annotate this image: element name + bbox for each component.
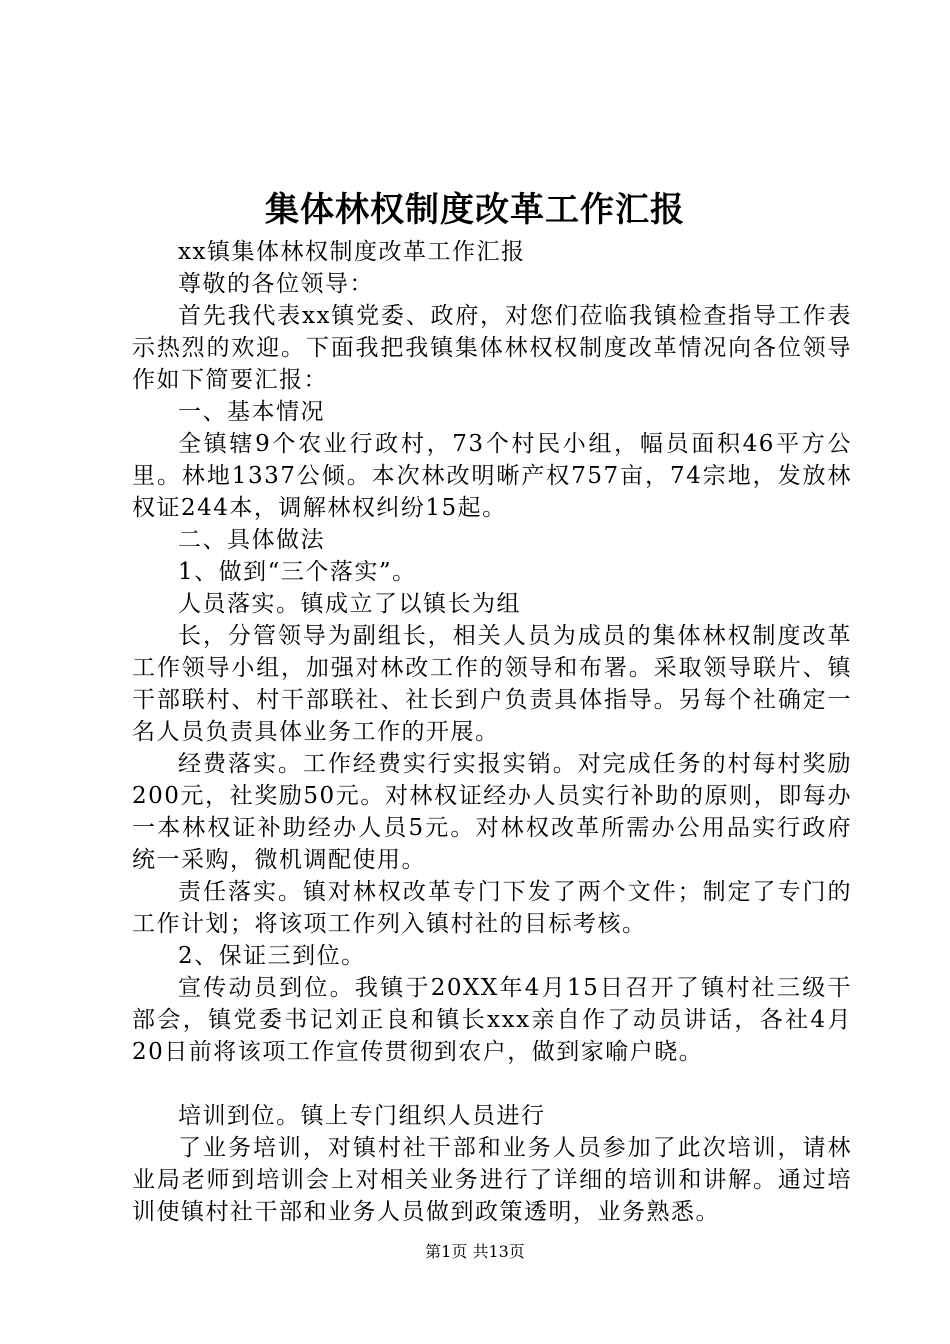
page-number: 第1页 共13页 bbox=[425, 1242, 525, 1261]
paragraph-salutation: 尊敬的各位领导： bbox=[178, 271, 374, 297]
document-body bbox=[132, 236, 852, 1228]
section-heading-basic: 一、基本情况 bbox=[178, 399, 325, 425]
paragraph-personnel: 长，分管领导为副组长，相关人员为成员的集体林权制度改革工作领导小组，加强对林改工作的领导和布署。采取领导联片、镇干部联村、村干部联社、社长到户负责具体指导。另每个社确定一名人员负责具体业务工作的开展。 bbox=[132, 623, 852, 745]
subheading-three-implementations: 1、做到“三个落实”。 bbox=[178, 559, 417, 585]
paragraph-personnel-start: 人员落实。镇成立了以镇长为组 bbox=[178, 591, 521, 617]
document-title: 集体林权制度改革工作汇报 bbox=[265, 190, 685, 230]
paragraph-basic-info: 全镇辖9个农业行政村，73个村民小组，幅员面积46平方公里。林地1337公倾。本次林改明晰产权757亩，74宗地，发放林权证244本，调解林权纠纷15起。 bbox=[132, 431, 852, 521]
paragraph-subtitle: xx镇集体林权制度改革工作汇报 bbox=[178, 239, 526, 265]
paragraph-funding: 经费落实。工作经费实行实报实销。对完成任务的村每村奖励200元，社奖励50元。对林权证经办人员实行补助的原则，即每办一本林权证补助经办人员5元。对林权改革所需办公用品实行政府统一采购，微机调配使用。 bbox=[132, 751, 852, 873]
paragraph-training: 了业务培训，对镇村社干部和业务人员参加了此次培训，请林业局老师到培训会上对相关业务进行了详细的培训和讲解。通过培训使镇村社干部和业务人员做到政策透明，业务熟悉。 bbox=[132, 1135, 852, 1225]
paragraph-intro: 首先我代表xx镇党委、政府，对您们莅临我镇检查指导工作表示热烈的欢迎。下面我把我镇集体林权权制度改革情况向各位领导作如下简要汇报： bbox=[132, 303, 852, 393]
paragraph-publicity: 宣传动员到位。我镇于20XX年4月15日召开了镇村社三级干部会，镇党委书记刘正良和镇长xxx亲自作了动员讲话，各社4月20日前将该项工作宣传贯彻到农户，做到家喻户晓。 bbox=[132, 975, 852, 1065]
subheading-three-in-place: 2、保证三到位。 bbox=[178, 943, 366, 969]
paragraph-training-start: 培训到位。镇上专门组织人员进行 bbox=[178, 1103, 546, 1129]
paragraph-responsibility: 责任落实。镇对林权改革专门下发了两个文件；制定了专门的工作计划；将该项工作列入镇村社的目标考核。 bbox=[132, 879, 852, 937]
section-heading-methods: 二、具体做法 bbox=[178, 527, 325, 553]
